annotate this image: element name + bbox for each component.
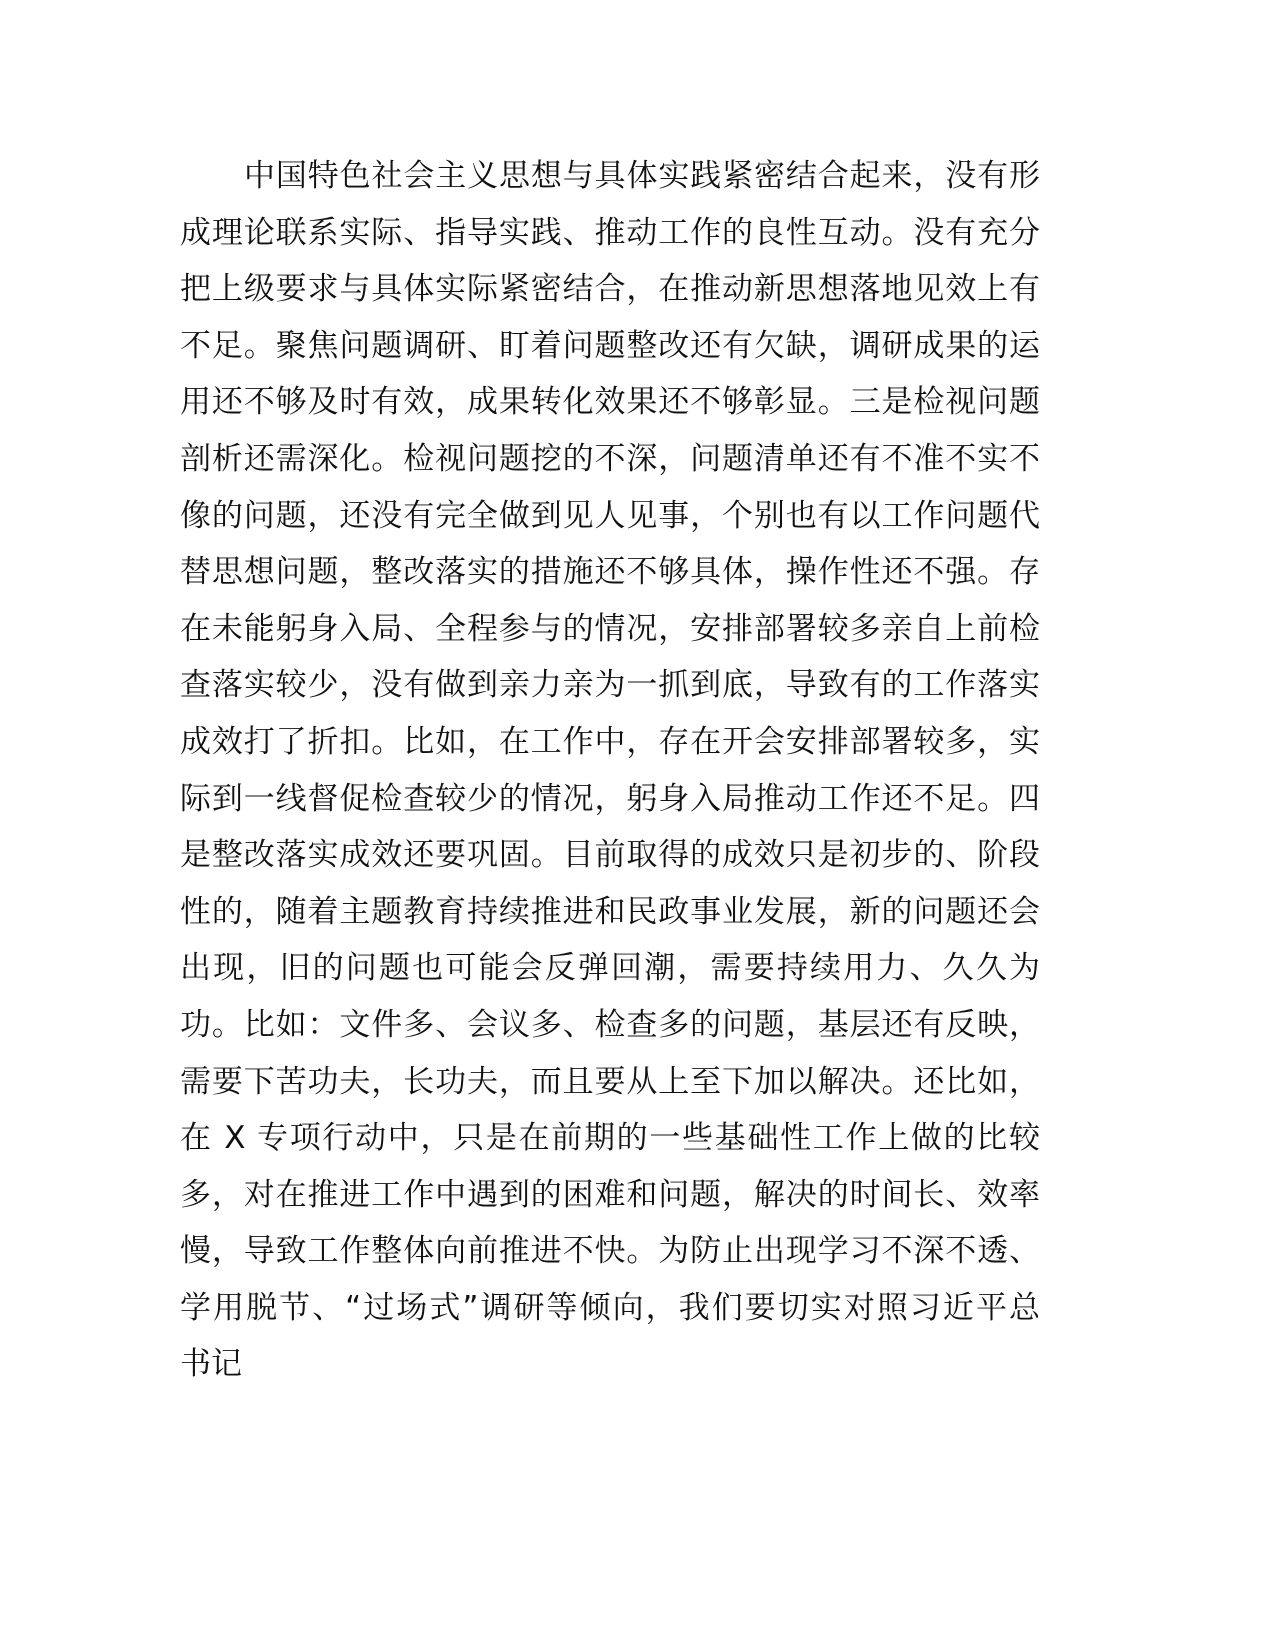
paragraph-line: 查落实较少，没有做到亲力亲为一抓到底，导致有的工作落实 — [180, 667, 1040, 704]
paragraph-line: 在 X 专项行动中，只是在前期的一些基础性工作上做的比较 — [180, 1120, 1040, 1157]
paragraph-line: 书记 — [180, 1346, 242, 1383]
paragraph-line: 多，对在推进工作中遇到的困难和问题，解决的时间长、效率 — [180, 1176, 1040, 1213]
paragraph-line: 成效打了折扣。比如，在工作中，存在开会安排部署较多，实 — [180, 723, 1040, 760]
paragraph-line: 用还不够及时有效，成果转化效果还不够彰显。三是检视问题 — [180, 384, 1040, 421]
body-paragraph — [180, 148, 1040, 1393]
paragraph-line: 学用脱节、“过场式”调研等倾向，我们要切实对照习近平总 — [180, 1289, 1040, 1326]
paragraph-line: 是整改落实成效还要巩固。目前取得的成效只是初步的、阶段 — [180, 837, 1040, 874]
paragraph-line: 出现，旧的问题也可能会反弹回潮，需要持续用力、久久为 — [180, 950, 1040, 987]
paragraph-line: 慢，导致工作整体向前推进不快。为防止出现学习不深不透、 — [180, 1233, 1040, 1270]
paragraph-line: 中国特色社会主义思想与具体实践紧密结合起来，没有形 — [244, 158, 1040, 194]
paragraph-line: 替思想问题，整改落实的措施还不够具体，操作性还不强。存 — [180, 554, 1040, 591]
paragraph-line: 际到一线督促检查较少的情况，躬身入局推动工作还不足。四 — [180, 780, 1040, 817]
paragraph-line: 在未能躬身入局、全程参与的情况，安排部署较多亲自上前检 — [180, 610, 1040, 647]
paragraph-line: 功。比如：文件多、会议多、检查多的问题，基层还有反映， — [180, 1006, 1040, 1043]
paragraph-line: 成理论联系实际、指导实践、推动工作的良性互动。没有充分 — [180, 214, 1040, 251]
paragraph-line: 剖析还需深化。检视问题挖的不深，问题清单还有不准不实不 — [180, 440, 1040, 477]
paragraph-line: 不足。聚焦问题调研、盯着问题整改还有欠缺，调研成果的运 — [180, 327, 1040, 364]
paragraph-line: 性的，随着主题教育持续推进和民政事业发展，新的问题还会 — [180, 893, 1040, 930]
paragraph-line: 需要下苦功夫，长功夫，而且要从上至下加以解决。还比如， — [180, 1063, 1040, 1100]
paragraph-line: 把上级要求与具体实际紧密结合，在推动新思想落地见效上有 — [180, 271, 1040, 308]
paragraph-line: 像的问题，还没有完全做到见人见事，个别也有以工作问题代 — [180, 497, 1040, 534]
